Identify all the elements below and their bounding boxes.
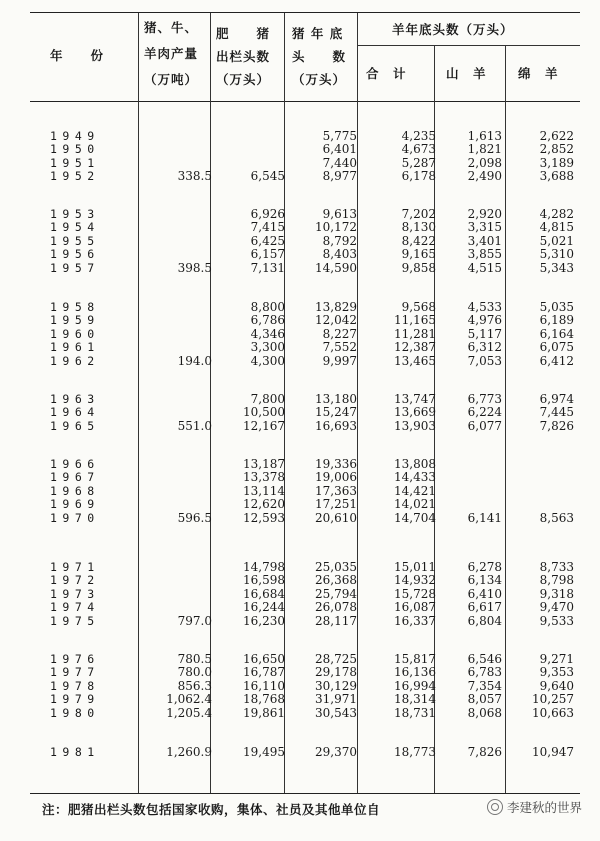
year-cell: 1975: [50, 613, 100, 628]
table-row: [30, 170, 580, 183]
hogs-slaughtered-cell: 8,800: [250, 300, 285, 314]
hogs-slaughtered-cell: 4,300: [250, 353, 285, 368]
wool-sheep-cell: 5,343: [539, 260, 574, 275]
wool-sheep-header: 绵 羊: [518, 66, 559, 81]
sheep-total-cell: 9,165: [401, 247, 436, 262]
sheep-total-cell: 4,673: [401, 142, 436, 157]
goats-cell: 6,077: [467, 418, 502, 433]
wool-sheep-cell: 10,663: [532, 705, 574, 720]
hogs-slaughtered-cell: 16,230: [243, 613, 285, 628]
pigs-stock-cell: 25,794: [315, 586, 357, 601]
pigs-stock-cell: 26,078: [315, 600, 357, 615]
sheep-total-cell: 11,165: [394, 313, 436, 328]
table-row: [30, 471, 580, 484]
table-row: [30, 143, 580, 156]
year-cell: 1953: [50, 207, 100, 221]
goats-cell: 6,773: [467, 392, 502, 406]
goats-cell: 4,515: [467, 260, 502, 275]
goats-cell: 3,855: [467, 247, 502, 262]
wool-sheep-cell: 5,035: [539, 300, 574, 314]
pigs-stock-cell: 10,172: [315, 220, 357, 235]
data-table: [30, 12, 580, 794]
hogs-slaughtered-cell: 12,620: [243, 497, 285, 512]
sheep-total-cell: 4,235: [401, 129, 436, 143]
meat-output-cell: 780.0: [177, 665, 212, 680]
hogs-slaughtered-cell: 16,244: [243, 600, 285, 615]
hogs-slaughtered-cell: 6,425: [250, 233, 285, 248]
year-cell: 1978: [50, 678, 100, 693]
wool-sheep-cell: 6,412: [539, 353, 574, 368]
wool-sheep-cell: 4,815: [539, 220, 574, 235]
hog-column-header-line2: 出栏头数: [216, 49, 271, 64]
sheep-total-cell: 14,433: [394, 470, 436, 485]
table-row: [30, 355, 580, 368]
pigs-stock-cell: 8,792: [322, 233, 357, 248]
table-row: [30, 314, 580, 327]
hogs-slaughtered-cell: 16,684: [243, 586, 285, 601]
pigs-stock-cell: 8,227: [322, 326, 357, 341]
table-row: [30, 561, 580, 574]
hog-column-header-line3: （万头）: [216, 72, 271, 87]
sheep-total-cell: 13,808: [394, 457, 436, 471]
pigs-stock-cell: 15,247: [315, 405, 357, 420]
wool-sheep-cell: 6,974: [539, 392, 574, 406]
year-cell: 1970: [50, 510, 100, 525]
wool-sheep-cell: 6,075: [539, 340, 574, 355]
year-cell: 1949: [50, 129, 100, 143]
year-cell: 1957: [50, 260, 100, 275]
sheep-total-cell: 7,202: [401, 207, 436, 221]
pigs-stock-cell: 7,440: [322, 155, 357, 170]
hogs-slaughtered-cell: 6,157: [250, 247, 285, 262]
goat-header: 山 羊: [446, 66, 487, 81]
meat-output-cell: 194.0: [177, 353, 212, 368]
sheep-total-cell: 9,568: [401, 300, 436, 314]
hogs-slaughtered-cell: 7,800: [250, 392, 285, 406]
hogs-slaughtered-cell: 7,131: [250, 260, 285, 275]
table-row: [30, 420, 580, 433]
wool-sheep-cell: 2,852: [539, 142, 574, 157]
meat-output-cell: 1,260.9: [166, 745, 212, 759]
hogs-slaughtered-cell: 16,110: [243, 678, 285, 693]
pigs-stock-cell: 12,042: [315, 313, 357, 328]
sheep-total-cell: 18,773: [394, 745, 436, 759]
sheep-total-cell: 9,858: [401, 260, 436, 275]
table-row: [30, 498, 580, 511]
table-row: [30, 393, 580, 406]
hogs-slaughtered-cell: 16,650: [243, 652, 285, 666]
hogs-slaughtered-cell: 13,187: [243, 457, 285, 471]
pigs-stock-cell: 17,363: [315, 483, 357, 498]
pigs-stock-cell: 5,775: [322, 129, 357, 143]
pigs-stock-cell: 16,693: [315, 418, 357, 433]
goats-cell: 2,920: [467, 207, 502, 221]
year-cell: 1954: [50, 220, 100, 235]
wool-sheep-cell: 9,318: [539, 586, 574, 601]
pigs-stock-cell: 29,370: [315, 745, 357, 759]
pigs-stock-cell: 28,725: [315, 652, 357, 666]
sheep-total-cell: 18,731: [394, 705, 436, 720]
table-row: [30, 235, 580, 248]
wool-sheep-cell: 8,798: [539, 573, 574, 588]
hogs-slaughtered-cell: 7,415: [250, 220, 285, 235]
pigs-stock-cell: 7,552: [322, 340, 357, 355]
goats-cell: 7,053: [467, 353, 502, 368]
hogs-slaughtered-cell: 16,787: [243, 665, 285, 680]
pigs-stock-cell: 26,368: [315, 573, 357, 588]
table-row: [30, 301, 580, 314]
pigs-stock-cell: 6,401: [322, 142, 357, 157]
pig-column-header-line3: （万头）: [292, 72, 347, 87]
sheep-total-cell: 14,421: [394, 483, 436, 498]
goats-cell: 5,117: [467, 326, 502, 341]
hogs-slaughtered-cell: 14,798: [243, 560, 285, 574]
year-cell: 1964: [50, 405, 100, 420]
sheep-group-rule: [357, 45, 580, 46]
pigs-stock-cell: 31,971: [315, 692, 357, 707]
year-cell: 1962: [50, 353, 100, 368]
pigs-stock-cell: 30,543: [315, 705, 357, 720]
sheep-total-cell: 16,994: [394, 678, 436, 693]
goats-cell: 6,278: [467, 560, 502, 574]
year-cell: 1951: [50, 155, 100, 170]
sheep-total-cell: 15,817: [394, 652, 436, 666]
goats-cell: 3,401: [467, 233, 502, 248]
wool-sheep-cell: 10,947: [532, 745, 574, 759]
goats-cell: 6,546: [467, 652, 502, 666]
goats-cell: 3,315: [467, 220, 502, 235]
table-row: [30, 406, 580, 419]
goats-cell: 7,826: [467, 745, 502, 759]
pigs-stock-cell: 19,006: [315, 470, 357, 485]
wool-sheep-cell: 4,282: [539, 207, 574, 221]
table-row: [30, 221, 580, 234]
pigs-stock-cell: 28,117: [315, 613, 357, 628]
table-row: [30, 601, 580, 614]
year-cell: 1959: [50, 313, 100, 328]
goats-cell: 4,533: [467, 300, 502, 314]
goats-cell: 6,134: [467, 573, 502, 588]
wool-sheep-cell: 9,353: [539, 665, 574, 680]
meat-output-cell: 1,062.4: [166, 692, 212, 707]
meat-output-cell: 780.5: [177, 652, 212, 666]
table-row: [30, 328, 580, 341]
hogs-slaughtered-cell: 6,786: [250, 313, 285, 328]
year-cell: 1968: [50, 483, 100, 498]
goats-cell: 4,976: [467, 313, 502, 328]
hogs-slaughtered-cell: 19,861: [243, 705, 285, 720]
sheep-total-cell: 8,422: [401, 233, 436, 248]
table-row: [30, 458, 580, 471]
hog-column-header-line1: 肥 猪: [216, 26, 271, 41]
year-column-header: 年 份: [50, 48, 105, 63]
wool-sheep-cell: 7,445: [539, 405, 574, 420]
goats-cell: 6,783: [467, 665, 502, 680]
hogs-slaughtered-cell: 12,167: [243, 418, 285, 433]
goats-cell: 7,354: [467, 678, 502, 693]
meat-column-header-line2: 羊肉产量: [144, 46, 199, 61]
year-cell: 1979: [50, 692, 100, 707]
table-row: [30, 707, 580, 720]
wool-sheep-cell: 3,688: [539, 169, 574, 184]
goats-cell: 6,804: [467, 613, 502, 628]
year-cell: 1950: [50, 142, 100, 157]
hogs-slaughtered-cell: 12,593: [243, 510, 285, 525]
sheep-total-cell: 6,178: [401, 169, 436, 184]
wool-sheep-cell: 5,310: [539, 247, 574, 262]
goats-cell: 8,068: [467, 705, 502, 720]
pigs-stock-cell: 19,336: [315, 457, 357, 471]
wool-sheep-cell: 3,189: [539, 155, 574, 170]
sheep-total-cell: 14,704: [394, 510, 436, 525]
header-bottom-rule: [30, 101, 580, 102]
pigs-stock-cell: 29,178: [315, 665, 357, 680]
table-row: [30, 248, 580, 261]
sheep-total-cell: 18,314: [394, 692, 436, 707]
wool-sheep-cell: 6,189: [539, 313, 574, 328]
sheep-total-cell: 11,281: [394, 326, 436, 341]
sheep-total-cell: 5,287: [401, 155, 436, 170]
year-cell: 1973: [50, 586, 100, 601]
sheep-total-cell: 16,087: [394, 600, 436, 615]
meat-output-cell: 398.5: [177, 260, 212, 275]
year-cell: 1974: [50, 600, 100, 615]
year-cell: 1981: [50, 745, 100, 759]
sheep-total-cell: 16,337: [394, 613, 436, 628]
goats-cell: 6,141: [467, 510, 502, 525]
year-cell: 1976: [50, 652, 100, 666]
wool-sheep-cell: 10,257: [532, 692, 574, 707]
pigs-stock-cell: 25,035: [315, 560, 357, 574]
table-row: [30, 485, 580, 498]
meat-output-cell: 338.5: [177, 169, 212, 184]
hogs-slaughtered-cell: 10,500: [243, 405, 285, 420]
table-row: [30, 574, 580, 587]
year-cell: 1977: [50, 665, 100, 680]
table-row: [30, 653, 580, 666]
hogs-slaughtered-cell: 4,346: [250, 326, 285, 341]
meat-output-cell: 797.0: [177, 613, 212, 628]
goats-cell: 6,224: [467, 405, 502, 420]
wool-sheep-cell: 9,533: [539, 613, 574, 628]
pigs-stock-cell: 20,610: [315, 510, 357, 525]
watermark: [487, 798, 582, 816]
meat-column-header-line1: 猪、牛、: [144, 20, 199, 35]
year-cell: 1969: [50, 497, 100, 512]
wool-sheep-cell: 9,271: [539, 652, 574, 666]
table-row: [30, 262, 580, 275]
goats-cell: 1,821: [467, 142, 502, 157]
sheep-total-cell: 16,136: [394, 665, 436, 680]
goats-cell: 2,098: [467, 155, 502, 170]
meat-output-cell: 551.0: [177, 418, 212, 433]
sheep-total-cell: 14,932: [394, 573, 436, 588]
table-row: [30, 588, 580, 601]
meat-column-header-line3: （万吨）: [144, 72, 199, 87]
table-row: [30, 512, 580, 525]
hogs-slaughtered-cell: 16,598: [243, 573, 285, 588]
table-row: [30, 680, 580, 693]
pigs-stock-cell: 8,403: [322, 247, 357, 262]
hogs-slaughtered-cell: 13,114: [243, 483, 285, 498]
wool-sheep-cell: 5,021: [539, 233, 574, 248]
wool-sheep-cell: 7,826: [539, 418, 574, 433]
year-cell: 1952: [50, 169, 100, 184]
year-cell: 1960: [50, 326, 100, 341]
sheep-total-cell: 14,021: [394, 497, 436, 512]
table-row: [30, 341, 580, 354]
goats-cell: 6,312: [467, 340, 502, 355]
meat-output-cell: 596.5: [177, 510, 212, 525]
wool-sheep-cell: 6,164: [539, 326, 574, 341]
sheep-total-cell: 13,747: [394, 392, 436, 406]
year-cell: 1971: [50, 560, 100, 574]
hogs-slaughtered-cell: 6,926: [250, 207, 285, 221]
pigs-stock-cell: 30,129: [315, 678, 357, 693]
year-cell: 1972: [50, 573, 100, 588]
pigs-stock-cell: 14,590: [315, 260, 357, 275]
pigs-stock-cell: 17,251: [315, 497, 357, 512]
hogs-slaughtered-cell: 18,768: [243, 692, 285, 707]
year-cell: 1965: [50, 418, 100, 433]
pigs-stock-cell: 13,829: [315, 300, 357, 314]
pig-column-header-line1: 猪 年 底: [292, 26, 344, 41]
table-row: [30, 746, 580, 759]
pigs-stock-cell: 8,977: [322, 169, 357, 184]
goats-cell: 1,613: [467, 129, 502, 143]
table-row: [30, 208, 580, 221]
sheep-total-cell: 13,903: [394, 418, 436, 433]
year-cell: 1961: [50, 340, 100, 355]
wechat-logo-icon: [487, 799, 503, 815]
table-row: [30, 157, 580, 170]
sheep-total-header: 合 计: [366, 66, 407, 81]
table-row: [30, 130, 580, 143]
goats-cell: 6,410: [467, 586, 502, 601]
sheep-total-cell: 15,728: [394, 586, 436, 601]
year-cell: 1958: [50, 300, 100, 314]
sheep-group-header: 羊年底头数（万头）: [392, 22, 514, 37]
goats-cell: 2,490: [467, 169, 502, 184]
goats-cell: 6,617: [467, 600, 502, 615]
pigs-stock-cell: 13,180: [315, 392, 357, 406]
hogs-slaughtered-cell: 6,545: [250, 169, 285, 184]
wool-sheep-cell: 9,470: [539, 600, 574, 615]
meat-output-cell: 1,205.4: [166, 705, 212, 720]
table-row: [30, 693, 580, 706]
sheep-total-cell: 8,130: [401, 220, 436, 235]
year-cell: 1980: [50, 705, 100, 720]
sheep-total-cell: 15,011: [394, 560, 436, 574]
meat-output-cell: 856.3: [177, 678, 212, 693]
sheep-total-cell: 12,387: [394, 340, 436, 355]
year-cell: 1956: [50, 247, 100, 262]
wool-sheep-cell: 8,733: [539, 560, 574, 574]
table-row: [30, 615, 580, 628]
pigs-stock-cell: 9,613: [322, 207, 357, 221]
year-cell: 1967: [50, 470, 100, 485]
hogs-slaughtered-cell: 13,378: [243, 470, 285, 485]
year-cell: 1966: [50, 457, 100, 471]
wool-sheep-cell: 9,640: [539, 678, 574, 693]
year-cell: 1963: [50, 392, 100, 406]
footnote: 注：肥猪出栏头数包括国家收购，集体、社员及其他单位自: [42, 802, 381, 817]
wool-sheep-cell: 2,622: [539, 129, 574, 143]
hogs-slaughtered-cell: 19,495: [243, 745, 285, 759]
wool-sheep-cell: 8,563: [539, 510, 574, 525]
pig-column-header-line2: 头 数: [292, 49, 347, 64]
table-row: [30, 666, 580, 679]
sheep-total-cell: 13,669: [394, 405, 436, 420]
pigs-stock-cell: 9,997: [322, 353, 357, 368]
hogs-slaughtered-cell: 3,300: [250, 340, 285, 355]
goats-cell: 8,057: [467, 692, 502, 707]
watermark-text: 李建秋的世界: [506, 800, 582, 815]
sheep-total-cell: 13,465: [394, 353, 436, 368]
year-cell: 1955: [50, 233, 100, 248]
